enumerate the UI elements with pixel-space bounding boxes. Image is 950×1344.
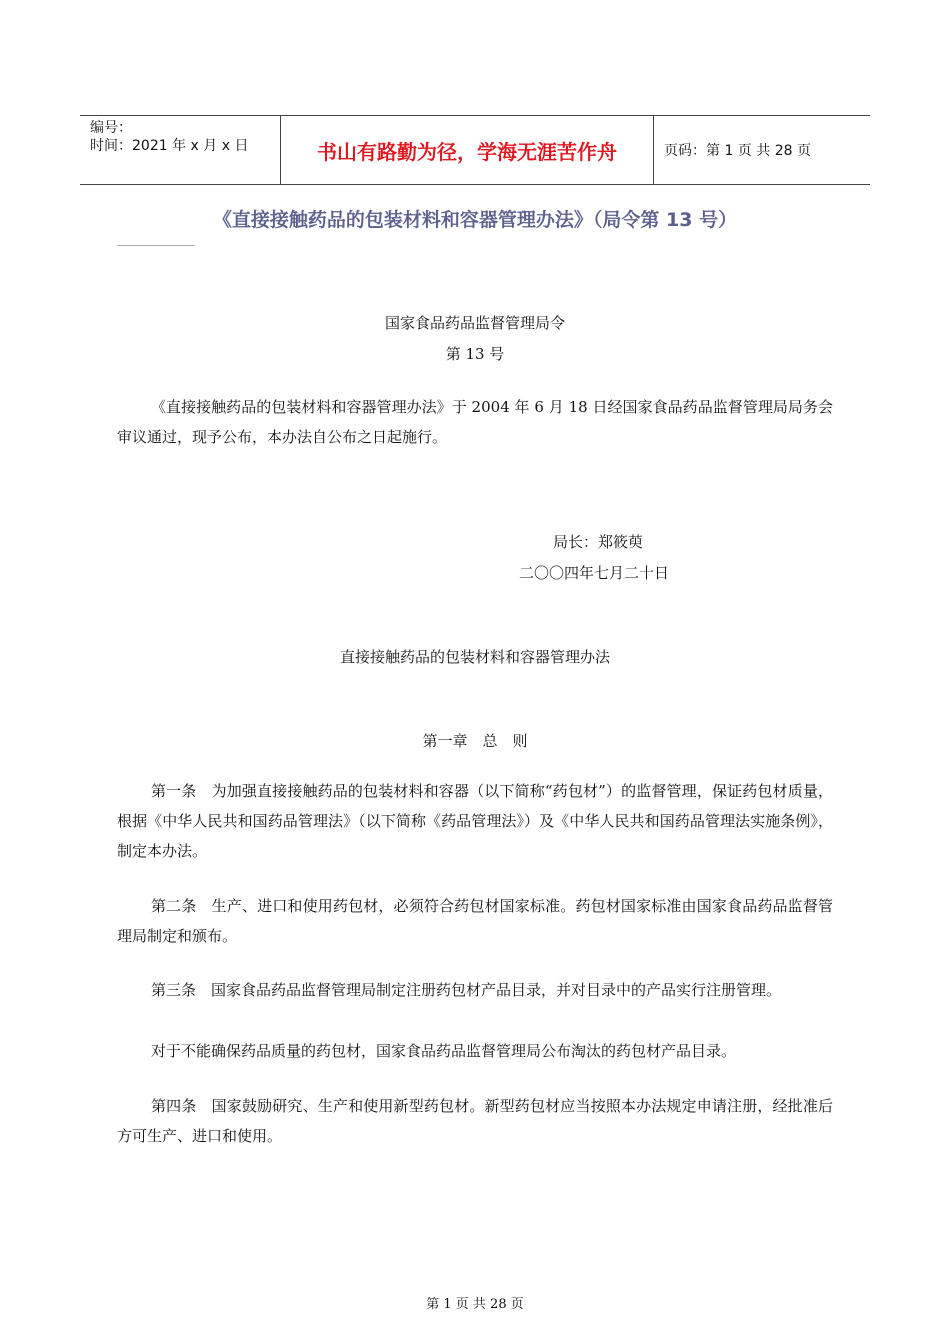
sign-date: 二〇〇四年七月二十日 [519,564,670,582]
order-number: 第 13 号 [445,345,505,363]
time-label: 时间：2021 年 x 月 x 日 [90,138,249,154]
number-label: 编号： [90,120,132,136]
article-3: 第三条 国家食品药品监督管理局制定注册药包材产品目录，并对目录中的产品实行注册管理。 [151,981,782,999]
article-2: 第二条 生产、进口和使用药包材，必须符合药包材国家标准。药包材国家标准由国家食品药品监督管理局制定和颁布。 [117,897,833,945]
header-table [80,115,870,185]
article-1: 第一条 为加强直接接触药品的包装材料和容器（以下简称“药包材”）的监督管理，保证药包材质量，根据《中华人民共和国药品管理法》（以下简称《药品管理法》）及《中华人民共和国药品管理法实施条例》，制定本办法。 [117,782,833,860]
document-title: 《直接接触药品的包装材料和容器管理办法》（局令第 13 号） [212,209,738,231]
intro-paragraph: 《直接接触药品的包装材料和容器管理办法》于 2004 年 6 月 18 日经国家食品药品监督管理局局务会审议通过，现予公布，本办法自公布之日起施行。 [117,398,833,446]
page-footer: 第 1 页 共 28 页 [426,1297,524,1312]
chapter-heading: 第一章 总 则 [422,732,528,750]
law-title: 直接接触药品的包装材料和容器管理办法 [339,648,610,666]
motto: 书山有路勤为径，学海无涯苦作舟 [281,116,654,184]
issuer: 国家食品药品监督管理局令 [384,314,565,332]
article-3-paragraph-2: 对于不能确保药品质量的药包材，国家食品药品监督管理局公布淘汰的药包材产品目录。 [151,1042,737,1060]
page-info: 页码：第 1 页 共 28 页 [664,143,811,159]
article-4: 第四条 国家鼓励研究、生产和使用新型药包材。新型药包材应当按照本办法规定申请注册，经批准后方可生产、进口和使用。 [117,1097,833,1145]
title-divider [117,245,195,246]
header-meta [80,116,281,184]
signer: 局长：郑筱萸 [553,533,644,551]
